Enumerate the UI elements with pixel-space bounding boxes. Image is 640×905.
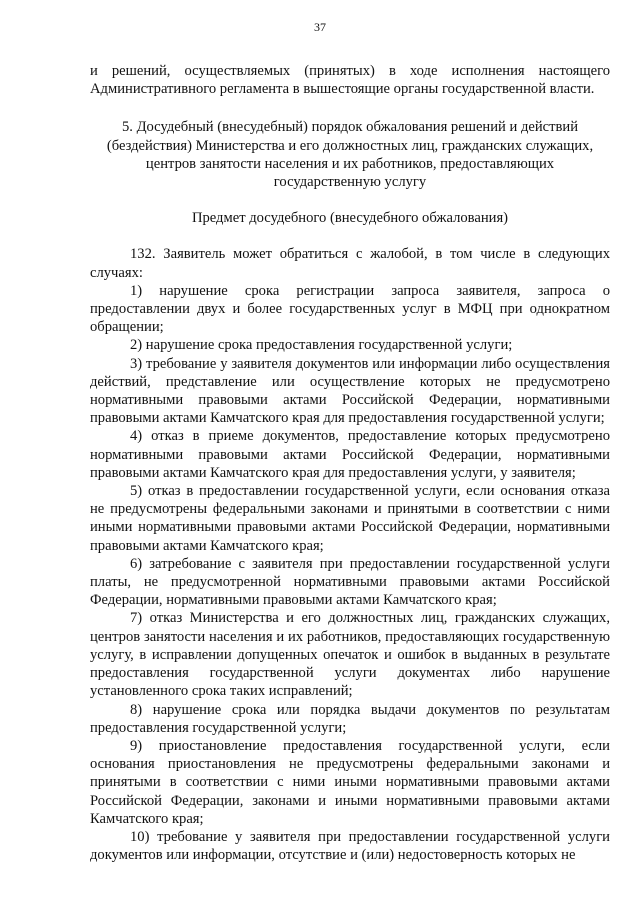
paragraph: 132. Заявитель может обратиться с жалобой, в том числе в следующих случаях:: [90, 246, 610, 281]
document-body: [90, 62, 610, 864]
paragraph: 2) нарушение срока предоставления государственной услуги;: [130, 337, 513, 354]
paragraph: 5) отказ в предоставлении государственной услуги, если основания отказа не предусмотрены федеральными законами и принятыми в соответствии с ними иными нормативными правовыми актами Российской Федерации, нормативными правовыми актами Камчатского края;: [90, 483, 610, 554]
intro-paragraph: и решений, осуществляемых (принятых) в ходе исполнения настоящего Административного регламента в вышестоящие органы государственной власти.: [90, 63, 610, 98]
paragraph: 1) нарушение срока регистрации запроса заявителя, запроса о предоставлении двух и более государственных услуг в МФЦ при однократном обращении;: [90, 282, 610, 336]
page-number: 37: [314, 20, 326, 34]
paragraph-list: [90, 245, 610, 864]
paragraph: 3) требование у заявителя документов или информации либо осуществления действий, представление или осуществление которых не предусмотрено нормативными правовыми актами Российской Федерации, нормативными правовыми актами Камчатского края для предоставления государственной услуги;: [90, 355, 610, 427]
paragraph: 9) приостановление предоставления государственной услуги, если основания приостановления не предусмотрены федеральными законами и принятыми в соответствии с ними иными нормативными правовыми актами Российской Федерации, законами и иными нормативными правовыми актами Камчатского края;: [90, 737, 610, 827]
paragraph: 7) отказ Министерства и его должностных лиц, гражданских служащих, центров занятости населения и их работников, предоставляющих государственную услугу, в исправлении допущенных опечаток и ошибок в выданных в результате предоставления государственной услуги документах либо нарушение установленного срока таких исправлений;: [90, 610, 610, 700]
paragraph: 6) затребование с заявителя при предоставлении государственной услуги платы, не предусмотренной нормативными правовыми актами Российской Федерации, нормативными правовыми актами Камчатского края;: [90, 555, 610, 609]
paragraph: 8) нарушение срока или порядка выдачи документов по результатам предоставления государственной услуги;: [90, 701, 610, 736]
paragraph: 10) требование у заявителя при предоставлении государственной услуги документов или информации, отсутствие и (или) недостоверность которых не: [90, 828, 610, 864]
paragraph: 4) отказ в приеме документов, предоставление которых предусмотрено нормативными правовыми актами Российской Федерации, нормативными правовыми актами Камчатского края для предоставления услуги, у заявителя;: [90, 428, 610, 481]
section-title: 5. Досудебный (внесудебный) порядок обжалования решений и действий (бездействия) Министерства и его должностных лиц, гражданских служащих, центров занятости населения и их работников, предоставляющих государственную услугу: [106, 119, 594, 191]
subsection-title: Предмет досудебного (внесудебного обжалования): [191, 210, 509, 227]
